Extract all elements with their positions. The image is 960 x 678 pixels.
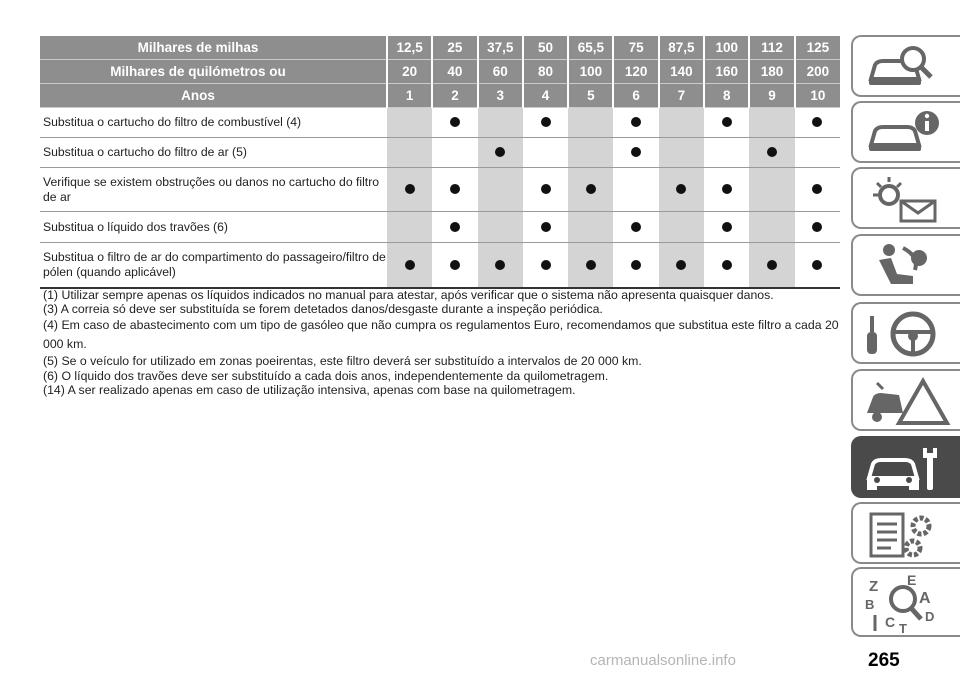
schedule-cell [659, 168, 704, 212]
service-dot [631, 260, 641, 270]
schedule-cell [795, 168, 840, 212]
schedule-cell [568, 108, 613, 138]
footnote: (5) Se o veículo for utilizado em zonas poeirentas, este filtro deverá ser substituído a intervalos de 20 000 km. [43, 354, 642, 369]
tab-emergencies[interactable] [851, 369, 960, 431]
service-dot [812, 222, 822, 232]
footnote: (3) A correia só deve ser substituída se forem detetados danos/desgaste durante a inspeção periódica. [43, 302, 603, 317]
service-dot [405, 184, 415, 194]
table-row [40, 243, 840, 289]
service-dot [541, 222, 551, 232]
schedule-cell [387, 138, 432, 168]
header-value: 3 [478, 84, 523, 108]
service-dot [767, 260, 777, 270]
footnote: (14) A ser realizado apenas em caso de utilização intensiva, apenas com base na quilometragem. [43, 382, 576, 397]
schedule-cell [659, 243, 704, 289]
service-dot [405, 260, 415, 270]
maintenance-schedule-table [40, 36, 840, 289]
schedule-cell [387, 212, 432, 243]
schedule-cell [478, 168, 523, 212]
page-number: 265 [868, 650, 900, 671]
schedule-cell [568, 168, 613, 212]
car-search-icon [863, 41, 953, 95]
schedule-cell [523, 138, 568, 168]
service-dot [541, 117, 551, 127]
header-value: 6 [613, 84, 658, 108]
schedule-cell [749, 212, 794, 243]
header-value: 40 [432, 60, 477, 84]
index-letter: D [925, 609, 935, 624]
schedule-cell [795, 243, 840, 289]
table-row [40, 212, 840, 243]
key-steering-wheel-icon [863, 308, 953, 362]
row-label: Substitua o cartucho do filtro de ar (5) [40, 138, 387, 168]
service-dot [450, 117, 460, 127]
header-label: Anos [40, 84, 387, 108]
schedule-cell [613, 243, 658, 289]
schedule-cell [749, 138, 794, 168]
warning-light-message-icon [863, 173, 953, 227]
schedule-cell [387, 243, 432, 289]
tab-technical-data[interactable] [851, 502, 960, 564]
car-maintenance-wrench-icon [863, 442, 953, 496]
service-dot [450, 260, 460, 270]
schedule-cell [523, 243, 568, 289]
service-dot [631, 117, 641, 127]
header-value: 10 [795, 84, 840, 108]
header-value: 1 [387, 84, 432, 108]
row-label: Substitua o cartucho do filtro de combustível (4) [40, 108, 387, 138]
schedule-cell [478, 138, 523, 168]
schedule-cell [795, 138, 840, 168]
car-info-icon [863, 107, 953, 161]
schedule-cell [568, 212, 613, 243]
schedule-cell [613, 138, 658, 168]
tab-safety[interactable] [851, 234, 960, 296]
header-value: 9 [749, 84, 794, 108]
service-dot [676, 184, 686, 194]
header-value: 37,5 [478, 36, 523, 60]
header-value: 100 [704, 36, 749, 60]
header-value: 87,5 [659, 36, 704, 60]
tab-maintenance[interactable] [851, 436, 960, 498]
schedule-cell [795, 212, 840, 243]
service-dot [676, 260, 686, 270]
header-label: Milhares de quilómetros ou [40, 60, 387, 84]
seat-airbag-icon [863, 240, 953, 294]
schedule-cell [704, 108, 749, 138]
service-dot [450, 184, 460, 194]
schedule-cell [432, 108, 477, 138]
header-value: 65,5 [568, 36, 613, 60]
header-value: 2 [432, 84, 477, 108]
header-value: 160 [704, 60, 749, 84]
schedule-cell [523, 212, 568, 243]
service-dot [722, 222, 732, 232]
schedule-cell [387, 168, 432, 212]
service-dot [541, 184, 551, 194]
service-dot [541, 260, 551, 270]
service-dot [722, 117, 732, 127]
schedule-cell [478, 108, 523, 138]
footnotes [43, 288, 843, 397]
schedule-cell [659, 138, 704, 168]
schedule-cell [523, 108, 568, 138]
index-letter: B [865, 597, 875, 612]
header-value: 12,5 [387, 36, 432, 60]
schedule-cell [523, 168, 568, 212]
table-row [40, 138, 840, 168]
schedule-cell [704, 243, 749, 289]
service-dot [722, 184, 732, 194]
service-dot [495, 260, 505, 270]
header-value: 8 [704, 84, 749, 108]
header-value: 112 [749, 36, 794, 60]
index-letter: Z [869, 578, 879, 595]
schedule-cell [432, 138, 477, 168]
schedule-cell [613, 108, 658, 138]
service-dot [812, 117, 822, 127]
row-label: Substitua o filtro de ar do compartimento do passageiro/filtro de pólen (quando aplicável) [40, 243, 387, 289]
service-dot [767, 147, 777, 157]
service-dot [722, 260, 732, 270]
alphabetical-index-icon [863, 573, 953, 635]
header-value: 120 [613, 60, 658, 84]
table-row [40, 108, 840, 138]
row-label: Verifique se existem obstruções ou danos no cartucho do filtro de ar [40, 168, 387, 212]
service-dot [586, 184, 596, 194]
schedule-cell [613, 212, 658, 243]
table-row [40, 168, 840, 212]
row-label: Substitua o líquido dos travões (6) [40, 212, 387, 243]
header-value: 80 [523, 60, 568, 84]
header-row [40, 60, 840, 84]
schedule-cell [387, 108, 432, 138]
header-value: 7 [659, 84, 704, 108]
header-value: 25 [432, 36, 477, 60]
schedule-cell [704, 168, 749, 212]
header-value: 20 [387, 60, 432, 84]
schedule-cell [613, 168, 658, 212]
schedule-cell [478, 243, 523, 289]
index-letter: E [907, 573, 917, 588]
service-dot [812, 260, 822, 270]
service-dot [631, 222, 641, 232]
schedule-cell [568, 243, 613, 289]
specifications-gears-icon [863, 508, 953, 562]
schedule-cell [478, 212, 523, 243]
footnote: (6) O líquido dos travões deve ser substituído a cada dois anos, independentemente da quilometragem. [43, 368, 609, 383]
index-letter: C [885, 614, 896, 630]
header-label: Milhares de milhas [40, 36, 387, 60]
tab-starting-driving[interactable] [851, 302, 960, 364]
tab-warning-lights[interactable] [851, 167, 960, 229]
header-value: 140 [659, 60, 704, 84]
header-value: 200 [795, 60, 840, 84]
service-dot [631, 147, 641, 157]
header-value: 60 [478, 60, 523, 84]
header-value: 125 [795, 36, 840, 60]
schedule-cell [749, 108, 794, 138]
schedule-cell [432, 212, 477, 243]
schedule-cell [704, 138, 749, 168]
header-value: 5 [568, 84, 613, 108]
tab-getting-to-know-car[interactable] [851, 35, 960, 97]
header-value: 50 [523, 36, 568, 60]
schedule-cell [749, 168, 794, 212]
tab-index[interactable] [851, 567, 960, 637]
schedule-cell [432, 243, 477, 289]
service-dot [812, 184, 822, 194]
schedule-cell [749, 243, 794, 289]
schedule-cell [795, 108, 840, 138]
tab-dashboard[interactable] [851, 101, 960, 163]
schedule-cell [568, 138, 613, 168]
index-letter: T [899, 621, 907, 635]
header-value: 4 [523, 84, 568, 108]
schedule-cell [704, 212, 749, 243]
watermark: carmanualsonline.info [590, 652, 736, 669]
service-dot [450, 222, 460, 232]
header-value: 100 [568, 60, 613, 84]
index-letter: A [919, 590, 931, 607]
footnote: (4) Em caso de abastecimento com um tipo de gasóleo que não cumpra os regulamentos Euro, recomendamos que substitua este filtro a cada 20 000 km. [43, 318, 839, 352]
header-row [40, 36, 840, 60]
header-value: 75 [613, 36, 658, 60]
service-dot [495, 147, 505, 157]
header-row [40, 84, 840, 108]
schedule-cell [659, 108, 704, 138]
service-dot [586, 260, 596, 270]
schedule-cell [659, 212, 704, 243]
car-breakdown-warning-icon [863, 375, 953, 429]
schedule-cell [432, 168, 477, 212]
footnote: (1) Utilizar sempre apenas os líquidos indicados no manual para atestar, após verificar que o sistema não apresenta quaisquer danos. [43, 288, 774, 302]
header-value: 180 [749, 60, 794, 84]
